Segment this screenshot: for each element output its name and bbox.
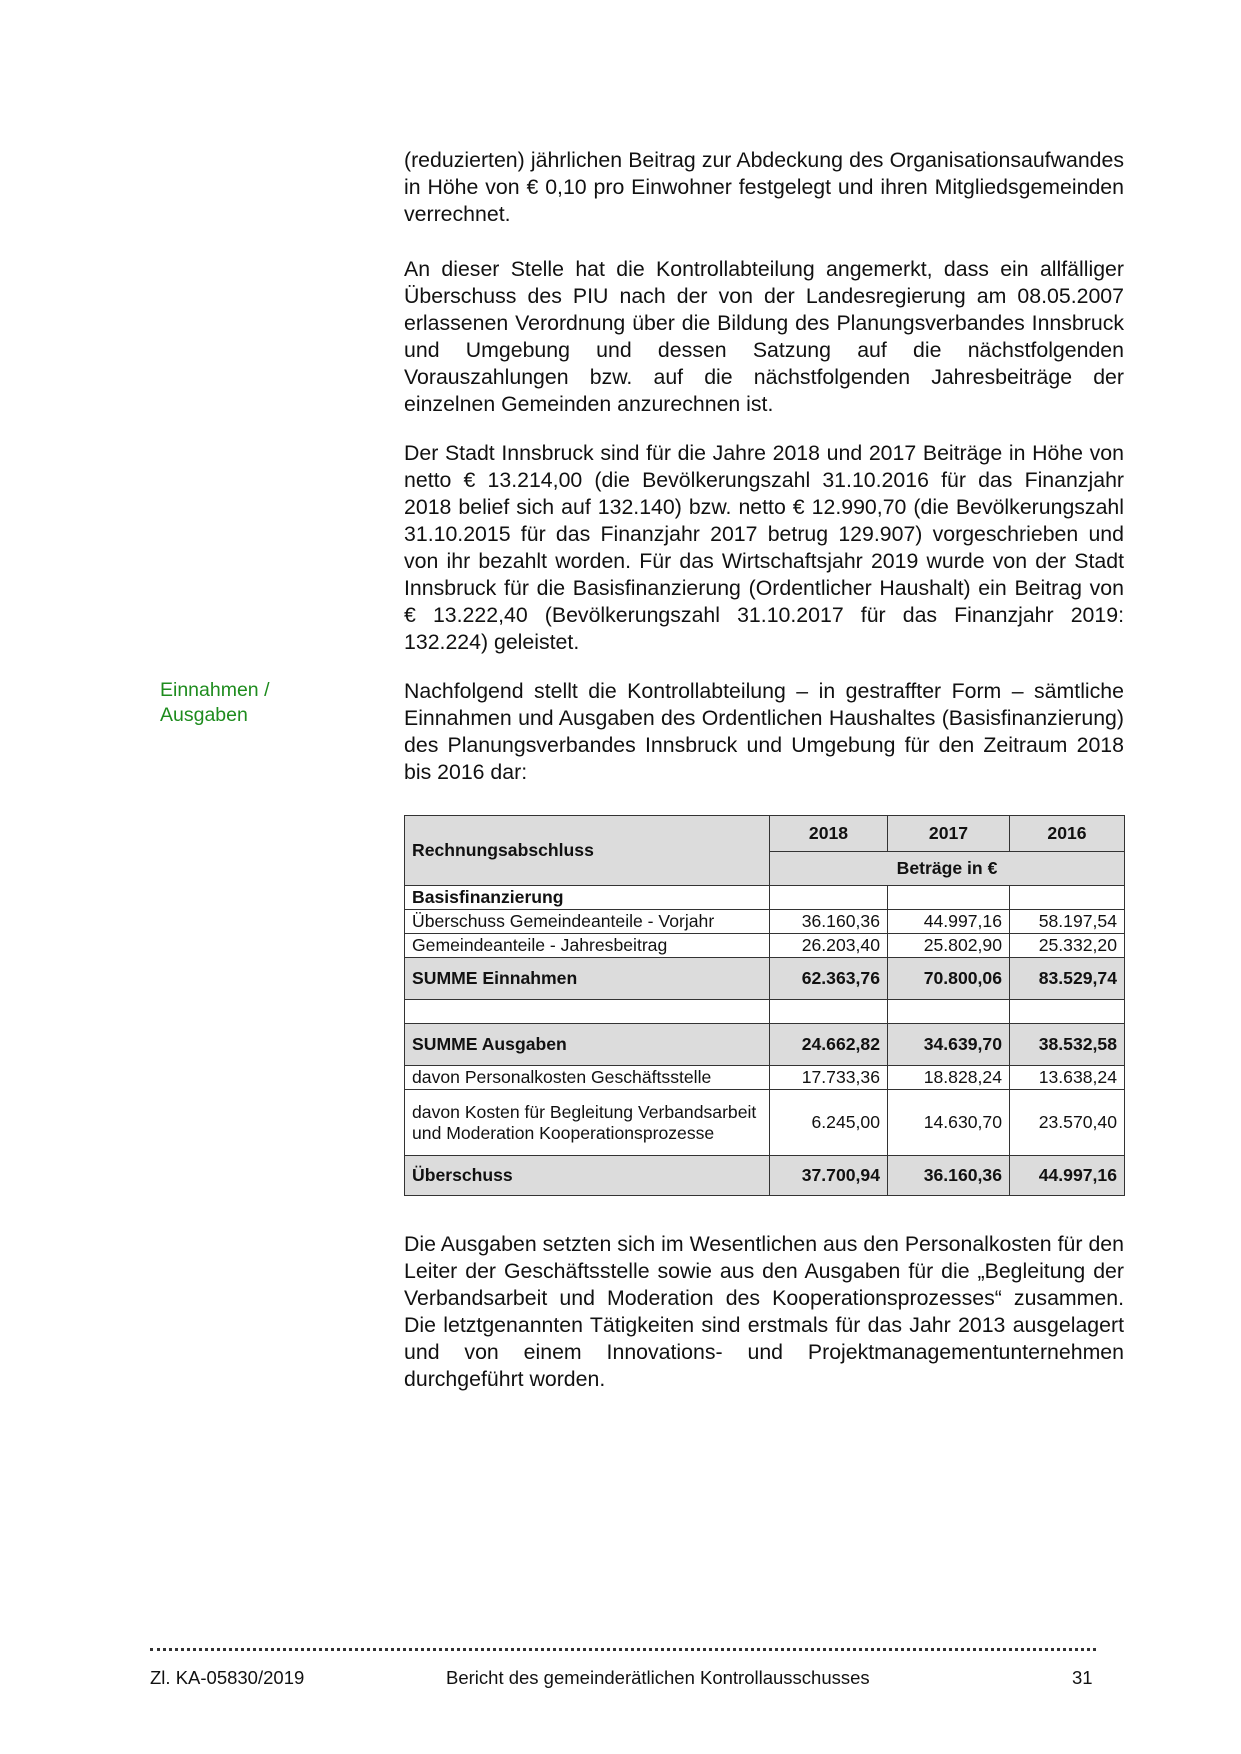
unit-label: Beträge in € xyxy=(770,852,1125,886)
table-row xyxy=(405,934,1125,958)
cell-value: 34.639,70 xyxy=(888,1024,1010,1066)
row-label: Überschuss xyxy=(405,1156,770,1196)
row-label: davon Personalkosten Geschäftsstelle xyxy=(405,1066,770,1090)
paragraph-1 xyxy=(404,147,1124,228)
cell-value: 83.529,74 xyxy=(1010,958,1125,1000)
cell-value: 58.197,54 xyxy=(1010,910,1125,934)
paragraph-text: An dieser Stelle hat die Kontrollabteilung angemerkt, dass ein allfälliger Überschuss des PIU nach der von der Landesregierung am 08.05.2007 erlassenen Verordnung über die Bildung des Planungsverbandes Innsbruck und Umgebung und dessen Satzung auf die nächstfolgenden Vorauszahlungen bzw. auf die nächstfolgenden Jahresbeiträge der einzelnen Gemeinden anzurechnen ist. xyxy=(404,257,1124,416)
paragraph-text: Der Stadt Innsbruck sind für die Jahre 2018 und 2017 Beiträge in Höhe von netto € 13.214,00 (die Bevölkerungszahl 31.10.2016 für das Finanzjahr 2018 belief sich auf 132.140) bzw. netto € 12.990,70 (die Bevölkerungszahl 31.10.2015 für das Finanzjahr 2017 betrug 129.907) vorgeschrieben und von ihr bezahlt worden. Für das Wirtschaftsjahr 2019 wurde von der Stadt Innsbruck für die Basisfinanzierung (Ordentlicher Haushalt) ein Beitrag von € 13.222,40 (Bevölkerungszahl 31.10.2017 für das Finanzjahr 2019: 132.224) geleistet. xyxy=(404,441,1124,654)
year-header-2016: 2016 xyxy=(1010,816,1125,852)
cell-value: 24.662,82 xyxy=(770,1024,888,1066)
footer-divider xyxy=(150,1648,1096,1651)
cell-value: 25.332,20 xyxy=(1010,934,1125,958)
table-row xyxy=(405,1090,1125,1156)
section-label: Basisfinanzierung xyxy=(405,886,770,910)
cell-value: 13.638,24 xyxy=(1010,1066,1125,1090)
table-row xyxy=(405,1066,1125,1090)
cell-value: 17.733,36 xyxy=(770,1066,888,1090)
paragraph-2 xyxy=(404,256,1124,418)
cell-value: 36.160,36 xyxy=(770,910,888,934)
cell-value: 6.245,00 xyxy=(770,1090,888,1156)
cell-value: 14.630,70 xyxy=(888,1090,1010,1156)
table-row xyxy=(405,1156,1125,1196)
table-row xyxy=(405,910,1125,934)
cell-value: 44.997,16 xyxy=(888,910,1010,934)
cell-value: 23.570,40 xyxy=(1010,1090,1125,1156)
paragraph-5 xyxy=(404,1231,1124,1393)
cell-value: 18.828,24 xyxy=(888,1066,1010,1090)
margin-note: Einnahmen / Ausgaben xyxy=(160,679,270,726)
paragraph-4 xyxy=(404,678,1124,786)
paragraph-3 xyxy=(404,440,1124,656)
footer-reference: Zl. KA-05830/2019 xyxy=(150,1667,305,1688)
row-label: SUMME Ausgaben xyxy=(405,1024,770,1066)
row-label: davon Kosten für Begleitung Verbandsarbeit und Moderation Kooperationsprozesse xyxy=(405,1090,770,1156)
cell-value: 62.363,76 xyxy=(770,958,888,1000)
cell-value: 26.203,40 xyxy=(770,934,888,958)
cell-value: 70.800,06 xyxy=(888,958,1010,1000)
row-label: SUMME Einnahmen xyxy=(405,958,770,1000)
cell-value: 37.700,94 xyxy=(770,1156,888,1196)
row-label: Überschuss Gemeindeanteile - Vorjahr xyxy=(405,910,770,934)
page-number: 31 xyxy=(1072,1667,1093,1688)
footer-title: Bericht des gemeinderätlichen Kontrollausschusses xyxy=(446,1667,870,1688)
cell-value: 36.160,36 xyxy=(888,1156,1010,1196)
year-header-2017: 2017 xyxy=(888,816,1010,852)
table-row xyxy=(405,1024,1125,1066)
paragraph-text: (reduzierten) jährlichen Beitrag zur Abdeckung des Organisationsaufwandes in Höhe von € 0,10 pro Einwohner festgelegt und ihren Mitgliedsgemeinden verrechnet. xyxy=(404,148,1124,226)
cell-value: 44.997,16 xyxy=(1010,1156,1125,1196)
paragraph-text: Die Ausgaben setzten sich im Wesentlichen aus den Personalkosten für den Leiter der Geschäftsstelle sowie aus den Ausgaben für die „Begleitung der Verbandsarbeit und Moderation des Kooperationsprozesses“ zusammen. Die letztgenannten Tätigkeiten sind erstmals für das Jahr 2013 ausgelagert und von einem Innovations- und Projektmanagementunternehmen durchgeführt worden. xyxy=(404,1232,1124,1391)
table-row xyxy=(405,958,1125,1000)
row-label: Gemeindeanteile - Jahresbeitrag xyxy=(405,934,770,958)
cell-value: 25.802,90 xyxy=(888,934,1010,958)
financial-table xyxy=(404,815,1125,1196)
paragraph-text: Nachfolgend stellt die Kontrollabteilung – in gestraffter Form – sämtliche Einnahmen und Ausgaben des Ordentlichen Haushaltes (Basisfinanzierung) des Planungsverbandes Innsbruck und Umgebung für den Zeitraum 2018 bis 2016 dar: xyxy=(404,679,1124,784)
year-header-2018: 2018 xyxy=(770,816,888,852)
cell-value: 38.532,58 xyxy=(1010,1024,1125,1066)
header-label: Rechnungsabschluss xyxy=(405,816,770,886)
spacer-row xyxy=(405,1000,1125,1024)
